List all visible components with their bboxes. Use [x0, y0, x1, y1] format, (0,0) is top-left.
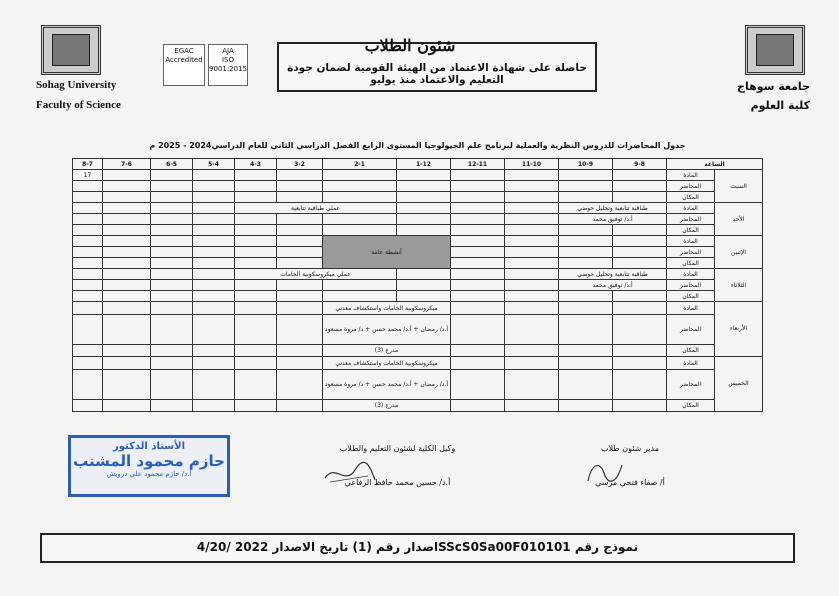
- manager-title: مدير شئون طلاب: [600, 444, 659, 453]
- row-label-place: المكان: [667, 291, 715, 302]
- row-label-place: المكان: [667, 225, 715, 236]
- time-slot: 9-8: [613, 159, 667, 170]
- time-slot: 12-11: [451, 159, 505, 170]
- cell-practical: عملي طباقية تتابعية: [235, 203, 397, 214]
- header-time-label: الساعة: [667, 159, 763, 170]
- day-sunday: الأحد: [715, 203, 763, 236]
- time-slot: 10-9: [559, 159, 613, 170]
- header-subtitle: حاصلة على شهادة الاعتماد من الهيئة القومية لضمان جودة التعليم والاعتماد منذ يوليو: [287, 62, 587, 86]
- time-slot: 5-4: [193, 159, 235, 170]
- row-label-place: المكان: [667, 258, 715, 269]
- university-name-ar: جامعة سوهاج: [737, 80, 810, 93]
- university-name-en: Sohag University: [36, 79, 117, 91]
- time-slot: 6-5: [151, 159, 193, 170]
- time-slot: 3-2: [277, 159, 323, 170]
- cell-lecturer: أ.د/ توفيق محمد: [559, 280, 667, 291]
- seal2-sub: ISO 9001:2015: [209, 56, 247, 73]
- egac-seal-icon: [163, 44, 205, 86]
- time-slot: 2-1: [323, 159, 397, 170]
- cell-practical: عملي ميكروسكوبية الخامات: [235, 269, 397, 280]
- cell-general-activities: أنشطة عامة: [323, 236, 451, 269]
- seal2-title: AJA: [222, 47, 234, 55]
- row-label-lecturer: المحاضر: [667, 315, 715, 344]
- time-slot: 4-3: [235, 159, 277, 170]
- time-slot: 1-12: [397, 159, 451, 170]
- seal1-title: EGAC: [174, 47, 194, 55]
- stamp-line2: حازم محمود المشنب: [73, 452, 225, 470]
- row-label-place: المكان: [667, 192, 715, 203]
- day-thursday: الخميس: [715, 356, 763, 411]
- form-number: نموذج رقم SScS0Sa00F010101اصدار رقم (1) تاريخ الاصدار 2022 /4/20: [196, 540, 639, 554]
- cell-lecturer: أ.د/ رمضان + أ.د/ محمد حسن + د/ مروة مسعود: [323, 315, 451, 344]
- cell-subject: طباقية تتابعية وتحليل حوضي: [559, 203, 667, 214]
- manager-signature-icon: [580, 455, 630, 487]
- cell-note: 17: [73, 170, 103, 181]
- day-monday: الإثنين: [715, 236, 763, 269]
- day-saturday: السبت: [715, 170, 763, 203]
- stamp-line1: الأستاذ الدكتور: [112, 441, 186, 452]
- vice-dean-signature-icon: [320, 458, 380, 488]
- seal1-sub: Accredited: [165, 56, 203, 64]
- row-label-subject: المادة: [667, 170, 715, 181]
- stamp-line3: أ.د/ حازم محمود علي درويش: [106, 470, 192, 478]
- row-label-lecturer: المحاضر: [667, 370, 715, 399]
- cell-subject: ميكروسكوبية الخامات واستكشاف معدني: [323, 302, 451, 315]
- row-label-subject: المادة: [667, 356, 715, 369]
- cell-subject: طباقية تتابعية وتحليل حوضي: [559, 269, 667, 280]
- row-label-lecturer: المحاضر: [667, 214, 715, 225]
- schedule-table: [72, 158, 763, 412]
- cell-lecturer: أ.د/ توفيق محمد: [559, 214, 667, 225]
- row-label-place: المكان: [667, 344, 715, 356]
- cell-subject: ميكروسكوبية الخامات واستكشاف معدني: [323, 356, 451, 369]
- schedule-title: جدول المحاضرات للدروس النظرية والعملية لبرنامج علم الجيولوجيا المستوى الرابع الفصل الدراسي الثاني للعام الدراسي2024 - 2025 م: [149, 141, 686, 150]
- time-slot: 11-10: [505, 159, 559, 170]
- university-logo: [41, 25, 101, 75]
- official-stamp: [68, 435, 230, 497]
- faculty-logo: [745, 25, 805, 75]
- row-label-subject: المادة: [667, 302, 715, 315]
- row-label-subject: المادة: [667, 236, 715, 247]
- header-title: شئون الطلاب: [364, 36, 456, 55]
- day-wednesday: الأربعاء: [715, 302, 763, 357]
- cell-lecturer: أ.د/ رمضان + أ.د/ محمد حسن + د/ مروة مسعود: [323, 370, 451, 399]
- vice-dean-title: وكيل الكلية لشئون التعليم والطلاب: [339, 444, 456, 453]
- aja-seal-icon: [208, 44, 248, 86]
- row-label-lecturer: المحاضر: [667, 280, 715, 291]
- row-label-subject: المادة: [667, 203, 715, 214]
- cell-place: مدرج (3): [323, 399, 451, 411]
- vice-dean-name: أ.د/ حسين محمد حافظ الرفاعي: [344, 478, 451, 487]
- faculty-name-en: Faculty of Science: [36, 99, 121, 111]
- day-tuesday: الثلاثاء: [715, 269, 763, 302]
- row-label-lecturer: المحاضر: [667, 181, 715, 192]
- row-label-lecturer: المحاضر: [667, 247, 715, 258]
- time-slot: 7-6: [103, 159, 151, 170]
- time-slot: 8-7: [73, 159, 103, 170]
- faculty-name-ar: كلية العلوم: [750, 99, 810, 112]
- cell-place: مدرج (3): [323, 344, 451, 356]
- row-label-place: المكان: [667, 399, 715, 411]
- manager-name: أ/ صفاء فتحي مرسي: [595, 478, 665, 487]
- row-label-subject: المادة: [667, 269, 715, 280]
